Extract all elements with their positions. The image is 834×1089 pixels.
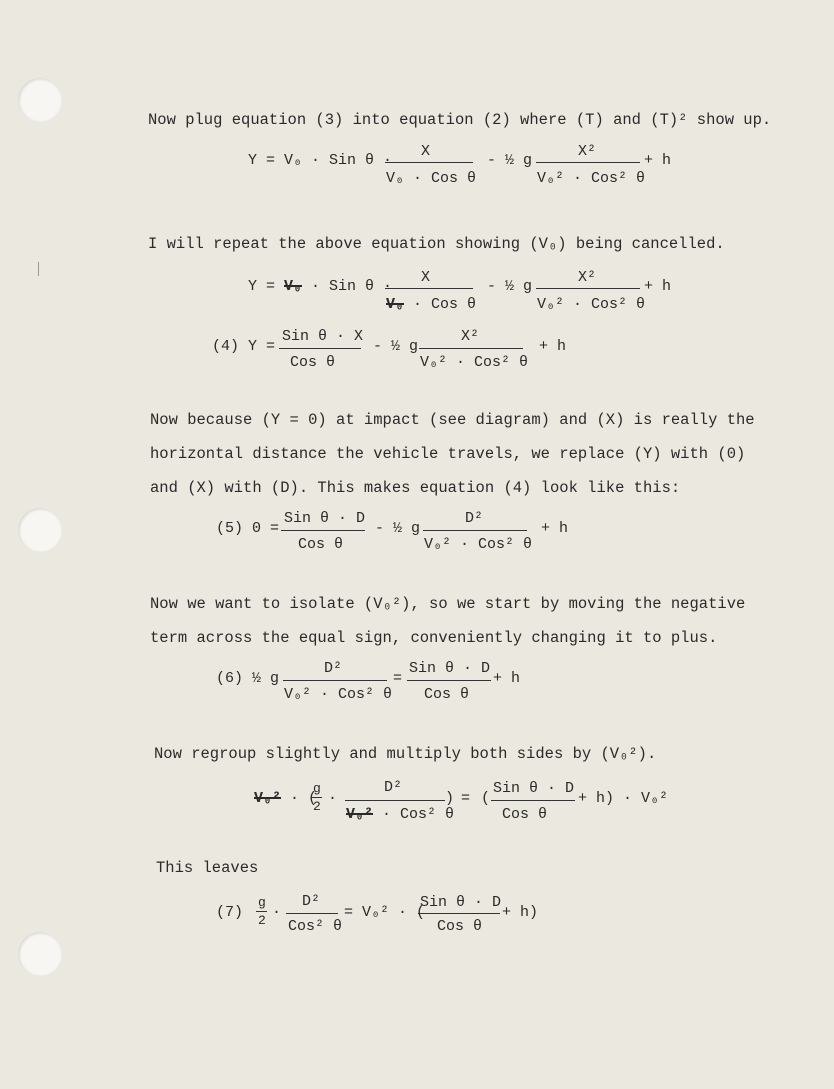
- eqr-equals: =: [461, 790, 471, 807]
- eq4-mid: - ½ g: [373, 338, 419, 355]
- eqr-cancelled-v0sq-den: V₀²: [346, 806, 374, 823]
- eq7-f2-bar: [418, 913, 500, 914]
- eqr-g-bar: [311, 797, 322, 798]
- eq7-f1-num: D²: [302, 893, 321, 910]
- eq6-f1-den: V₀² · Cos² θ: [284, 686, 393, 703]
- paragraph-4-line-1: Now we want to isolate (V₀²), so we start by moving the negative: [150, 595, 746, 613]
- eq4-f1-num: Sin θ · X: [282, 328, 364, 345]
- eq2-f1-bar: [385, 288, 473, 289]
- eq1-lhs: Y = V₀ · Sin θ ·: [248, 152, 393, 169]
- eq7-f1-den: Cos² θ: [288, 918, 343, 935]
- eq1-f1-num: X: [421, 143, 431, 160]
- eqr-g-den: 2: [313, 799, 321, 814]
- eq7-mid: = V₀² · (: [344, 904, 426, 921]
- eq5-f1-bar: [281, 530, 365, 531]
- eqr-f2-bar: [491, 800, 575, 801]
- eq2-f2-bar: [536, 288, 640, 289]
- eq5-f2-num: D²: [465, 510, 484, 527]
- eqr-g-num: g: [313, 781, 321, 796]
- paragraph-2: I will repeat the above equation showing (V₀) being cancelled.: [148, 235, 725, 253]
- eq6-f2-den: Cos θ: [424, 686, 470, 703]
- paragraph-5: Now regroup slightly and multiply both sides by (V₀²).: [154, 745, 657, 763]
- eq4-lhs: Y =: [248, 338, 276, 355]
- eq5-mid: - ½ g: [375, 520, 421, 537]
- eq1-f2-bar: [536, 162, 640, 163]
- eq1-tail: + h: [644, 152, 672, 169]
- eqr-close-paren: ): [445, 790, 455, 807]
- eq7-f2-num: Sin θ · D: [420, 894, 502, 911]
- paragraph-6: This leaves: [156, 859, 259, 877]
- eq6-f1-num: D²: [324, 660, 343, 677]
- eqr-f2-den: Cos θ: [502, 806, 548, 823]
- eq4-tail: + h: [539, 338, 567, 355]
- eq7-g-num: g: [258, 895, 266, 910]
- eq5-label: (5): [216, 520, 244, 537]
- paragraph-3-line-1: Now because (Y = 0) at impact (see diagram) and (X) is really the: [150, 411, 755, 429]
- eq2-f2-den: V₀² · Cos² θ: [537, 296, 646, 313]
- eq5-lhs: 0 =: [252, 520, 280, 537]
- eq2-f1-num: X: [421, 269, 431, 286]
- eq1-f2-num: X²: [578, 143, 597, 160]
- eq2-cancelled-v0-den: V₀: [386, 296, 405, 313]
- eq7-g-den: 2: [258, 913, 266, 928]
- paragraph-4-line-2: term across the equal sign, conveniently changing it to plus.: [150, 629, 718, 647]
- eq5-f2-bar: [423, 530, 527, 531]
- margin-mark: [38, 262, 39, 276]
- eq7-f2-den: Cos θ: [437, 918, 483, 935]
- eq5-tail: + h: [541, 520, 569, 537]
- eq4-f2-bar: [419, 348, 523, 349]
- eq7-g-bar: [256, 911, 267, 912]
- eq2-f2-num: X²: [578, 269, 597, 286]
- eq5-f1-den: Cos θ: [298, 536, 344, 553]
- eq2-lhs-a: Y =: [248, 278, 285, 295]
- eqr-f1-den-rest: · Cos² θ: [373, 806, 455, 823]
- eq7-tail: + h): [502, 904, 539, 921]
- eq6-f1-bar: [283, 680, 387, 681]
- eq4-label: (4): [212, 338, 240, 355]
- eq6-equals: =: [393, 670, 403, 687]
- eqr-cancelled-v0sq: V₀²: [254, 790, 282, 807]
- binder-hole-middle: [18, 508, 62, 552]
- eq6-f2-bar: [407, 680, 491, 681]
- paragraph-3-line-3: and (X) with (D). This makes equation (4) look like this:: [150, 479, 681, 497]
- paragraph-1: Now plug equation (3) into equation (2) where (T) and (T)² show up.: [148, 111, 772, 129]
- eqr-open-paren: · (: [281, 790, 318, 807]
- eq6-label: (6): [216, 670, 244, 687]
- eqr-tail: + h) · V₀²: [578, 790, 669, 807]
- binder-hole-bottom: [18, 932, 62, 976]
- eq2-mid: - ½ g: [487, 278, 533, 295]
- eq2-tail: + h: [644, 278, 672, 295]
- eqr-f1-bar: [345, 800, 445, 801]
- eq4-f2-num: X²: [461, 328, 480, 345]
- eq2-lhs-b: · Sin θ ·: [302, 278, 393, 295]
- eq2-f1-den-rest: · Cos θ: [404, 296, 477, 313]
- eqr-f2-num: Sin θ · D: [493, 780, 575, 797]
- eqr-f1-den: [346, 806, 454, 823]
- eq6-tail: + h: [493, 670, 521, 687]
- eq7-label: (7): [216, 904, 244, 921]
- binder-hole-top: [18, 78, 62, 122]
- eq4-f1-bar: [279, 348, 361, 349]
- eq1-f1-den: V₀ · Cos θ: [386, 170, 477, 187]
- eq2-f1-den: [386, 296, 476, 313]
- eqr-f1-num: D²: [384, 779, 403, 796]
- eqr-lhs: [254, 790, 317, 807]
- eq5-f2-den: V₀² · Cos² θ: [424, 536, 533, 553]
- eq2-cancelled-v0: V₀: [284, 278, 303, 295]
- eq6-lhs: ½ g: [252, 670, 280, 687]
- paragraph-3-line-2: horizontal distance the vehicle travels, we replace (Y) with (0): [150, 445, 746, 463]
- eq2-lhs: [248, 278, 392, 295]
- eq4-f1-den: Cos θ: [290, 354, 336, 371]
- eqr-dot: ·: [328, 790, 338, 807]
- eq6-f2-num: Sin θ · D: [409, 660, 491, 677]
- eqr-open: (: [481, 790, 491, 807]
- eq4-f2-den: V₀² · Cos² θ: [420, 354, 529, 371]
- eq1-mid: - ½ g: [487, 152, 533, 169]
- eq1-f1-bar: [385, 162, 473, 163]
- eq7-dot: ·: [272, 904, 282, 921]
- eq1-f2-den: V₀² · Cos² θ: [537, 170, 646, 187]
- eq5-f1-num: Sin θ · D: [284, 510, 366, 527]
- eq7-f1-bar: [286, 913, 338, 914]
